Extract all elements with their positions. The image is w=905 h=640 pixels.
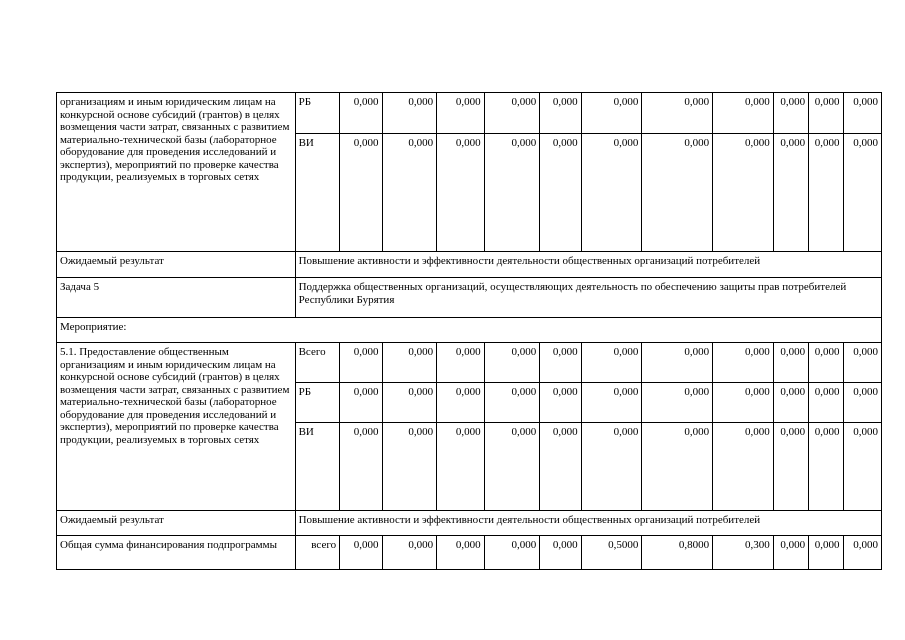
expected-result-label: Ожидаемый результат — [57, 252, 296, 278]
value-cell: 0,8000 — [642, 536, 713, 570]
value-cell: 0,000 — [340, 134, 382, 252]
value-cell: 0,000 — [540, 536, 581, 570]
value-cell: 0,000 — [642, 383, 713, 423]
value-cell: 0,000 — [581, 343, 642, 383]
value-cell: 0,000 — [713, 423, 774, 511]
value-cell: 0,000 — [340, 423, 382, 511]
total-label: Общая сумма финансирования подпрограммы — [57, 536, 296, 570]
value-cell: 0,000 — [809, 383, 843, 423]
value-cell: 0,000 — [484, 423, 540, 511]
table-row — [57, 343, 882, 383]
value-cell: 0,000 — [382, 383, 437, 423]
value-cell: 0,000 — [340, 93, 382, 134]
value-cell: 0,000 — [581, 93, 642, 134]
value-cell: 0,000 — [340, 536, 382, 570]
value-cell: 0,000 — [437, 423, 485, 511]
value-cell: 0,000 — [540, 93, 581, 134]
task-label: Задача 5 — [57, 278, 296, 318]
value-cell: 0,000 — [713, 134, 774, 252]
value-cell: 0,000 — [437, 93, 485, 134]
value-cell: 0,000 — [843, 383, 882, 423]
value-cell: 0,000 — [382, 134, 437, 252]
value-cell: 0,000 — [809, 343, 843, 383]
value-cell: 0,000 — [382, 93, 437, 134]
value-cell: 0,300 — [713, 536, 774, 570]
value-cell: 0,000 — [642, 93, 713, 134]
activity-description: 5.1. Предоставление общественным организациям и иным юридическим лицам на конкурсной основе субсидий (грантов) в целях возмещения части затрат, связанных с развитием материально-технической базы (лабораторное оборудование для проведения исследований и экспертиз), мероприятий по проверке качества продукции, реализуемых в торговых сетях — [57, 343, 296, 511]
value-cell: 0,000 — [843, 343, 882, 383]
value-cell: 0,000 — [382, 536, 437, 570]
value-cell: 0,000 — [642, 423, 713, 511]
value-cell: 0,000 — [809, 536, 843, 570]
value-cell: 0,000 — [484, 343, 540, 383]
value-cell: 0,000 — [382, 343, 437, 383]
expected-result-label: Ожидаемый результат — [57, 511, 296, 536]
value-cell: 0,000 — [484, 383, 540, 423]
value-cell: 0,000 — [581, 383, 642, 423]
source-cell: Всего — [295, 343, 339, 383]
value-cell: 0,000 — [642, 134, 713, 252]
value-cell: 0,000 — [382, 423, 437, 511]
value-cell: 0,000 — [581, 134, 642, 252]
value-cell: 0,000 — [773, 383, 808, 423]
value-cell: 0,000 — [773, 423, 808, 511]
value-cell: 0,000 — [773, 134, 808, 252]
source-cell: РБ — [295, 93, 339, 134]
activity-description: организациям и иным юридическим лицам на конкурсной основе субсидий (грантов) в целях возмещения части затрат, связанных с развитием материально-технической базы (лабораторное оборудование для проведения исследований и экспертиз), мероприятий по проверке качества продукции, реализуемых в торговых сетях — [57, 93, 296, 252]
value-cell: 0,000 — [581, 423, 642, 511]
value-cell: 0,000 — [540, 423, 581, 511]
value-cell: 0,000 — [809, 423, 843, 511]
value-cell: 0,000 — [340, 383, 382, 423]
value-cell: 0,000 — [437, 343, 485, 383]
value-cell: 0,000 — [773, 536, 808, 570]
task-text: Поддержка общественных организаций, осуществляющих деятельность по обеспечению защиты прав потребителей Республики Бурятия — [295, 278, 881, 318]
value-cell: 0,000 — [713, 383, 774, 423]
financing-table — [56, 92, 882, 570]
value-cell: 0,000 — [540, 134, 581, 252]
value-cell: 0,000 — [340, 343, 382, 383]
table-row — [57, 252, 882, 278]
value-cell: 0,000 — [713, 343, 774, 383]
value-cell: 0,000 — [437, 383, 485, 423]
value-cell: 0,000 — [642, 343, 713, 383]
expected-result-text: Повышение активности и эффективности деятельности общественных организаций потребителей — [295, 252, 881, 278]
table-row — [57, 93, 882, 134]
value-cell: 0,000 — [773, 343, 808, 383]
value-cell: 0,000 — [843, 134, 882, 252]
value-cell: 0,000 — [843, 93, 882, 134]
value-cell: 0,000 — [540, 383, 581, 423]
value-cell: 0,000 — [773, 93, 808, 134]
expected-result-text: Повышение активности и эффективности деятельности общественных организаций потребителей — [295, 511, 881, 536]
value-cell: 0,000 — [713, 93, 774, 134]
value-cell: 0,000 — [809, 93, 843, 134]
value-cell: 0,5000 — [581, 536, 642, 570]
value-cell: 0,000 — [540, 343, 581, 383]
table-row — [57, 511, 882, 536]
value-cell: 0,000 — [843, 423, 882, 511]
table-row — [57, 278, 882, 318]
table-row — [57, 318, 882, 343]
source-cell: ВИ — [295, 134, 339, 252]
value-cell: 0,000 — [484, 536, 540, 570]
source-cell: всего — [295, 536, 339, 570]
value-cell: 0,000 — [437, 536, 485, 570]
source-cell: РБ — [295, 383, 339, 423]
value-cell: 0,000 — [437, 134, 485, 252]
value-cell: 0,000 — [484, 134, 540, 252]
value-cell: 0,000 — [484, 93, 540, 134]
value-cell: 0,000 — [843, 536, 882, 570]
source-cell: ВИ — [295, 423, 339, 511]
activity-header: Мероприятие: — [57, 318, 882, 343]
table-row — [57, 536, 882, 570]
value-cell: 0,000 — [809, 134, 843, 252]
